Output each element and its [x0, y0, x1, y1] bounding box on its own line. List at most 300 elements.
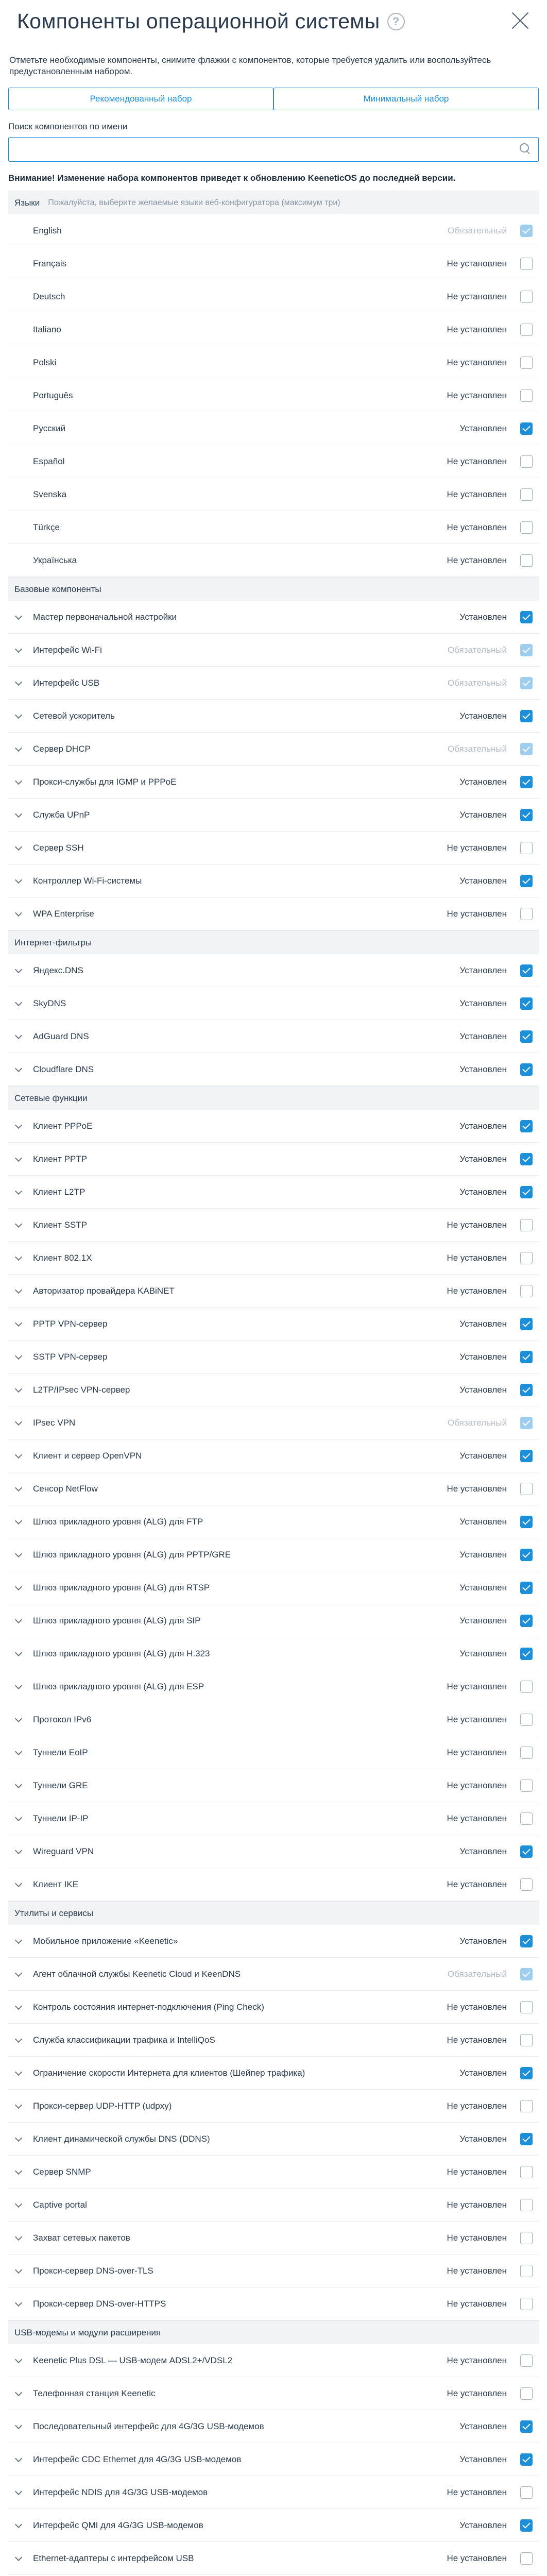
component-status: Установлен — [459, 1154, 507, 1164]
component-row[interactable] — [8, 634, 539, 667]
component-row[interactable] — [8, 2443, 539, 2476]
component-row[interactable] — [8, 832, 539, 865]
component-row[interactable] — [8, 1374, 539, 1406]
component-row[interactable] — [8, 214, 539, 247]
component-checkbox[interactable] — [520, 809, 533, 821]
component-status: Обязательный — [447, 1969, 507, 1979]
component-row[interactable] — [8, 1505, 539, 1538]
component-status: Не установлен — [447, 555, 507, 565]
component-row[interactable] — [8, 412, 539, 445]
chevron-down-icon[interactable] — [14, 2488, 23, 2497]
component-status: Не установлен — [447, 2199, 507, 2210]
component-name: Прокси-сервер DNS-over-HTTPS — [33, 2298, 166, 2309]
component-status: Не установлен — [447, 1252, 507, 1263]
component-status: Не установлен — [447, 2002, 507, 2012]
component-checkbox[interactable] — [520, 997, 533, 1010]
component-checkbox — [520, 743, 533, 755]
component-status: Не установлен — [447, 1714, 507, 1724]
update-warning: Внимание! Изменение набора компонентов приведет к обновлению KeeneticOS до последней версии. — [8, 173, 456, 183]
component-row[interactable] — [8, 2344, 539, 2377]
component-checkbox[interactable] — [520, 908, 533, 920]
component-name: Туннели GRE — [33, 1780, 88, 1790]
component-row[interactable] — [8, 1769, 539, 1802]
component-checkbox[interactable] — [520, 1549, 533, 1561]
component-row[interactable] — [8, 865, 539, 897]
component-name: Прокси-службы для IGMP и PPPoE — [33, 776, 177, 787]
intro-text: Отметьте необходимые компоненты, снимите флажки с компонентов, которые требуется удалить или воспользуйтесь предустановленным набором. — [9, 55, 491, 76]
component-row[interactable] — [8, 2255, 539, 2287]
help-icon[interactable]: ? — [387, 13, 405, 30]
component-checkbox[interactable] — [520, 1812, 533, 1825]
component-status: Установлен — [459, 776, 507, 787]
component-row[interactable] — [8, 313, 539, 346]
component-name: WPA Enterprise — [33, 908, 94, 919]
component-name: Шлюз прикладного уровня (ALG) для H.323 — [33, 1648, 210, 1658]
component-checkbox[interactable] — [520, 776, 533, 788]
chevron-down-icon[interactable] — [14, 2554, 23, 2563]
component-name: Шлюз прикладного уровня (ALG) для PPTP/GRE — [33, 1549, 231, 1560]
component-row[interactable] — [8, 2222, 539, 2255]
section-title: Утилиты и сервисы — [14, 1908, 94, 1918]
chevron-down-icon[interactable] — [14, 1254, 23, 1262]
search-label: Поиск компонентов по имени — [8, 122, 128, 131]
component-name: Français — [33, 258, 67, 268]
component-row[interactable] — [8, 511, 539, 544]
chevron-down-icon[interactable] — [14, 2455, 23, 2464]
component-name: Интерфейс CDC Ethernet для 4G/3G USB-модемов — [33, 2454, 242, 2464]
section-header — [8, 1086, 539, 1110]
component-name: Сервер SNMP — [33, 2166, 91, 2177]
component-row[interactable] — [8, 987, 539, 1020]
component-checkbox[interactable] — [520, 422, 533, 435]
chevron-down-icon[interactable] — [14, 2003, 23, 2011]
chevron-down-icon[interactable] — [14, 2300, 23, 2308]
chevron-down-icon[interactable] — [14, 1683, 23, 1691]
component-checkbox[interactable] — [520, 1714, 533, 1726]
component-checkbox[interactable] — [520, 2354, 533, 2367]
chevron-down-icon[interactable] — [14, 1188, 23, 1196]
section-header — [8, 930, 539, 954]
component-name: Последовательный интерфейс для 4G/3G USB-модемов — [33, 2421, 264, 2431]
chevron-down-icon[interactable] — [14, 1749, 23, 1757]
chevron-down-icon[interactable] — [14, 1122, 23, 1130]
component-status: Установлен — [459, 1384, 507, 1395]
component-checkbox[interactable] — [520, 1384, 533, 1396]
recommended-set-button[interactable]: Рекомендованный набор — [8, 88, 274, 110]
component-status: Установлен — [459, 998, 507, 1008]
component-row[interactable] — [8, 1703, 539, 1736]
chevron-down-icon[interactable] — [14, 1452, 23, 1460]
chevron-down-icon[interactable] — [14, 1970, 23, 1978]
component-row[interactable] — [8, 2057, 539, 2090]
component-checkbox[interactable] — [520, 2100, 533, 2112]
component-status: Не установлен — [447, 456, 507, 466]
chevron-down-icon[interactable] — [14, 1353, 23, 1361]
component-checkbox[interactable] — [520, 2265, 533, 2277]
component-checkbox[interactable] — [520, 1648, 533, 1660]
component-name: Контроль состояния интернет-подключения (Ping Check) — [33, 2002, 264, 2012]
component-status: Не установлен — [447, 1747, 507, 1757]
component-checkbox — [520, 677, 533, 689]
component-checkbox[interactable] — [520, 2001, 533, 2013]
component-name: Türkçe — [33, 522, 60, 532]
component-checkbox[interactable] — [520, 1615, 533, 1627]
component-row[interactable] — [8, 1209, 539, 1242]
component-checkbox[interactable] — [520, 324, 533, 336]
component-row[interactable] — [8, 1110, 539, 1143]
chevron-down-icon[interactable] — [14, 2102, 23, 2110]
component-checkbox[interactable] — [520, 2420, 533, 2433]
component-name: Контроллер Wi-Fi-системы — [33, 875, 142, 886]
component-name: Клиент IKE — [33, 1879, 79, 1889]
component-checkbox[interactable] — [520, 1845, 533, 1858]
chevron-down-icon[interactable] — [14, 910, 23, 918]
component-checkbox[interactable] — [520, 1063, 533, 1076]
dialog-header — [8, 0, 539, 43]
component-name: Туннели EoIP — [33, 1747, 88, 1757]
component-name: Deutsch — [33, 291, 65, 301]
component-row[interactable] — [8, 1020, 539, 1053]
component-checkbox[interactable] — [520, 1285, 533, 1297]
component-name: Шлюз прикладного уровня (ALG) для RTSP — [33, 1582, 210, 1592]
component-checkbox[interactable] — [520, 1747, 533, 1759]
component-row[interactable] — [8, 2410, 539, 2443]
component-row[interactable] — [8, 445, 539, 478]
component-status: Установлен — [459, 1031, 507, 1041]
component-name: Клиент PPPoE — [33, 1121, 93, 1131]
chevron-down-icon[interactable] — [14, 712, 23, 720]
chevron-down-icon[interactable] — [14, 1419, 23, 1427]
component-name: Шлюз прикладного уровня (ALG) для FTP — [33, 1516, 203, 1527]
component-checkbox[interactable] — [520, 258, 533, 270]
preset-buttons — [8, 88, 539, 110]
component-name: Клиент и сервер OpenVPN — [33, 1450, 142, 1461]
chevron-down-icon[interactable] — [14, 999, 23, 1008]
chevron-down-icon[interactable] — [14, 1287, 23, 1295]
chevron-down-icon[interactable] — [14, 1617, 23, 1625]
component-row[interactable] — [8, 2509, 539, 2542]
chevron-down-icon[interactable] — [14, 2168, 23, 2176]
search-field — [8, 137, 539, 162]
component-row[interactable] — [8, 1472, 539, 1505]
chevron-down-icon[interactable] — [14, 2422, 23, 2431]
component-checkbox[interactable] — [520, 1318, 533, 1330]
component-checkbox[interactable] — [520, 2387, 533, 2400]
component-checkbox[interactable] — [520, 710, 533, 722]
component-row[interactable] — [8, 733, 539, 766]
component-status: Не установлен — [447, 2100, 507, 2111]
component-row[interactable] — [8, 1868, 539, 1901]
section-title: Базовые компоненты — [14, 584, 101, 594]
component-checkbox[interactable] — [520, 1516, 533, 1528]
component-row[interactable] — [8, 1053, 539, 1086]
component-row[interactable] — [8, 379, 539, 412]
component-row[interactable] — [8, 2476, 539, 2509]
component-name: Українська — [33, 555, 77, 565]
component-status: Не установлен — [447, 324, 507, 334]
component-name: Wireguard VPN — [33, 1846, 94, 1856]
chevron-down-icon[interactable] — [14, 1221, 23, 1229]
section-title: Языки — [14, 197, 40, 208]
component-row[interactable] — [8, 1637, 539, 1670]
component-name: AdGuard DNS — [33, 1031, 89, 1041]
component-status: Установлен — [459, 1351, 507, 1362]
component-row[interactable] — [8, 1176, 539, 1209]
chevron-down-icon[interactable] — [14, 1032, 23, 1041]
chevron-down-icon[interactable] — [14, 967, 23, 975]
component-status: Не установлен — [447, 522, 507, 532]
chevron-down-icon[interactable] — [14, 1386, 23, 1394]
component-name: Яндекс.DNS — [33, 965, 83, 975]
chevron-down-icon[interactable] — [14, 778, 23, 786]
component-row[interactable] — [8, 2090, 539, 2123]
component-checkbox[interactable] — [520, 1030, 533, 1043]
component-checkbox[interactable] — [520, 357, 533, 369]
chevron-down-icon[interactable] — [14, 613, 23, 621]
component-checkbox[interactable] — [520, 1120, 533, 1132]
component-name: Телефонная станция Keenetic — [33, 2388, 156, 2398]
component-status: Установлен — [459, 1846, 507, 1856]
component-status: Не установлен — [447, 258, 507, 268]
component-checkbox[interactable] — [520, 521, 533, 534]
minimal-set-button[interactable]: Минимальный набор — [274, 88, 539, 110]
component-checkbox[interactable] — [520, 964, 533, 977]
chevron-down-icon[interactable] — [14, 2036, 23, 2044]
component-row[interactable] — [8, 1439, 539, 1472]
chevron-down-icon[interactable] — [14, 1584, 23, 1592]
component-status: Не установлен — [447, 2035, 507, 2045]
component-row[interactable] — [8, 1341, 539, 1374]
component-row[interactable] — [8, 1604, 539, 1637]
component-status: Не установлен — [447, 489, 507, 499]
component-row[interactable] — [8, 1925, 539, 1958]
chevron-down-icon[interactable] — [14, 2234, 23, 2242]
component-row[interactable] — [8, 954, 539, 987]
chevron-down-icon[interactable] — [14, 877, 23, 885]
component-status: Установлен — [459, 965, 507, 975]
component-row[interactable] — [8, 2024, 539, 2057]
component-row[interactable] — [8, 544, 539, 577]
component-status: Установлен — [459, 423, 507, 433]
component-status: Не установлен — [447, 2388, 507, 2398]
close-icon[interactable] — [510, 10, 531, 31]
chevron-down-icon[interactable] — [14, 811, 23, 819]
component-status: Не установлен — [447, 908, 507, 919]
component-name: SSTP VPN-сервер — [33, 1351, 108, 1362]
component-checkbox[interactable] — [520, 1186, 533, 1198]
component-checkbox[interactable] — [520, 1450, 533, 1462]
component-checkbox[interactable] — [520, 2166, 533, 2178]
chevron-down-icon[interactable] — [14, 1782, 23, 1790]
component-row[interactable] — [8, 1958, 539, 1991]
chevron-down-icon[interactable] — [14, 1485, 23, 1493]
component-row[interactable] — [8, 1143, 539, 1176]
component-checkbox[interactable] — [520, 1582, 533, 1594]
component-checkbox[interactable] — [520, 1219, 533, 1231]
component-status: Установлен — [459, 1318, 507, 1329]
search-input[interactable] — [9, 138, 538, 161]
chevron-down-icon[interactable] — [14, 2389, 23, 2398]
component-name: Ethernet-адаптеры с интерфейсом USB — [33, 2553, 194, 2563]
chevron-down-icon[interactable] — [14, 1320, 23, 1328]
component-row[interactable] — [8, 1736, 539, 1769]
component-status: Установлен — [459, 809, 507, 820]
component-name: Клиент PPTP — [33, 1154, 88, 1164]
chevron-down-icon[interactable] — [14, 1551, 23, 1559]
component-checkbox[interactable] — [520, 1878, 533, 1891]
section-hint: Пожалуйста, выберите желаемые языки веб-конфигуратора (максимум три) — [48, 198, 340, 207]
section-title: Интернет-фильтры — [14, 937, 92, 947]
component-row[interactable] — [8, 2156, 539, 2189]
component-checkbox[interactable] — [520, 842, 533, 854]
component-name: Прокси-сервер UDP-HTTP (udpxy) — [33, 2100, 172, 2111]
component-status: Установлен — [459, 2454, 507, 2464]
component-name: English — [33, 225, 62, 235]
component-row[interactable] — [8, 1991, 539, 2024]
component-row[interactable] — [8, 1835, 539, 1868]
component-row[interactable] — [8, 2377, 539, 2410]
component-row[interactable] — [8, 346, 539, 379]
component-row[interactable] — [8, 897, 539, 930]
component-name: Сенсор NetFlow — [33, 1483, 98, 1494]
component-row[interactable] — [8, 2189, 539, 2222]
component-status: Не установлен — [447, 291, 507, 301]
chevron-down-icon[interactable] — [14, 2357, 23, 2365]
chevron-down-icon[interactable] — [14, 1716, 23, 1724]
component-row[interactable] — [8, 601, 539, 634]
component-name: Захват сетевых пакетов — [33, 2232, 130, 2243]
component-name: PPTP VPN-сервер — [33, 1318, 108, 1329]
component-name: Сетевой ускоритель — [33, 710, 115, 721]
component-row[interactable] — [8, 1538, 539, 1571]
component-row[interactable] — [8, 1802, 539, 1835]
section-header — [8, 2320, 539, 2344]
component-name: Сервер SSH — [33, 842, 84, 853]
component-status: Обязательный — [447, 225, 507, 235]
chevron-down-icon[interactable] — [14, 1848, 23, 1856]
component-row[interactable] — [8, 2123, 539, 2156]
component-status: Обязательный — [447, 743, 507, 754]
component-checkbox[interactable] — [520, 2552, 533, 2565]
component-checkbox[interactable] — [520, 2298, 533, 2310]
chevron-down-icon[interactable] — [14, 1155, 23, 1163]
component-name: Интерфейс NDIS для 4G/3G USB-модемов — [33, 2487, 208, 2497]
component-row[interactable] — [8, 700, 539, 733]
component-checkbox[interactable] — [520, 2486, 533, 2499]
component-checkbox[interactable] — [520, 554, 533, 567]
component-row[interactable] — [8, 1670, 539, 1703]
section-title: Сетевые функции — [14, 1093, 88, 1103]
component-row[interactable] — [8, 667, 539, 700]
component-status: Не установлен — [447, 2166, 507, 2177]
component-checkbox[interactable] — [520, 2519, 533, 2532]
component-status: Не установлен — [447, 1780, 507, 1790]
component-name: Captive portal — [33, 2199, 87, 2210]
component-row[interactable] — [8, 1406, 539, 1439]
component-status: Установлен — [459, 1516, 507, 1527]
component-sections — [8, 191, 539, 2576]
component-status: Не установлен — [447, 2487, 507, 2497]
component-status: Не установлен — [447, 2355, 507, 2365]
chevron-down-icon[interactable] — [14, 1065, 23, 1074]
chevron-down-icon[interactable] — [14, 679, 23, 687]
component-row[interactable] — [8, 1275, 539, 1308]
chevron-down-icon[interactable] — [14, 1937, 23, 1945]
chevron-down-icon[interactable] — [14, 2069, 23, 2077]
chevron-down-icon[interactable] — [14, 1518, 23, 1526]
component-checkbox[interactable] — [520, 611, 533, 623]
component-status: Не установлен — [447, 2553, 507, 2563]
component-status: Установлен — [459, 1549, 507, 1560]
component-checkbox[interactable] — [520, 291, 533, 303]
component-status: Не установлен — [447, 2232, 507, 2243]
component-checkbox[interactable] — [520, 1483, 533, 1495]
component-name: Ограничение скорости Интернета для клиентов (Шейпер трафика) — [33, 2067, 305, 2078]
component-checkbox[interactable] — [520, 2199, 533, 2211]
component-name: Агент облачной службы Keenetic Cloud и KeenDNS — [33, 1969, 241, 1979]
component-status: Не установлен — [447, 390, 507, 400]
component-name: Клиент L2TP — [33, 1187, 86, 1197]
chevron-down-icon[interactable] — [14, 2135, 23, 2143]
component-name: Прокси-сервер DNS-over-TLS — [33, 2265, 153, 2276]
component-checkbox[interactable] — [520, 1252, 533, 1264]
section-header — [8, 577, 539, 601]
component-row[interactable] — [8, 1571, 539, 1604]
component-name: Español — [33, 456, 65, 466]
chevron-down-icon[interactable] — [14, 1880, 23, 1889]
component-name: Клиент SSTP — [33, 1219, 88, 1230]
component-status: Не установлен — [447, 2298, 507, 2309]
chevron-down-icon[interactable] — [14, 844, 23, 852]
component-row[interactable] — [8, 1242, 539, 1275]
component-row[interactable] — [8, 478, 539, 511]
component-row[interactable] — [8, 1308, 539, 1341]
component-checkbox[interactable] — [520, 2232, 533, 2244]
chevron-down-icon[interactable] — [14, 2267, 23, 2275]
component-checkbox[interactable] — [520, 1681, 533, 1693]
chevron-down-icon[interactable] — [14, 646, 23, 654]
chevron-down-icon[interactable] — [14, 1815, 23, 1823]
component-status: Установлен — [459, 875, 507, 886]
component-checkbox[interactable] — [520, 1153, 533, 1165]
chevron-down-icon[interactable] — [14, 2201, 23, 2209]
component-checkbox[interactable] — [520, 2067, 533, 2079]
component-checkbox[interactable] — [520, 1935, 533, 1947]
component-status: Установлен — [459, 1450, 507, 1461]
chevron-down-icon[interactable] — [14, 2521, 23, 2530]
component-checkbox[interactable] — [520, 2133, 533, 2145]
component-row[interactable] — [8, 2287, 539, 2320]
component-row[interactable] — [8, 280, 539, 313]
component-checkbox[interactable] — [520, 875, 533, 887]
component-status: Не установлен — [447, 1285, 507, 1296]
component-row[interactable] — [8, 247, 539, 280]
component-checkbox[interactable] — [520, 389, 533, 402]
component-checkbox[interactable] — [520, 1780, 533, 1792]
component-row[interactable] — [8, 766, 539, 799]
component-checkbox[interactable] — [520, 2034, 533, 2046]
component-checkbox[interactable] — [520, 455, 533, 468]
component-checkbox[interactable] — [520, 2453, 533, 2466]
component-checkbox[interactable] — [520, 488, 533, 501]
component-status: Не установлен — [447, 1879, 507, 1889]
chevron-down-icon[interactable] — [14, 1650, 23, 1658]
component-row[interactable] — [8, 2542, 539, 2575]
component-row[interactable] — [8, 799, 539, 832]
component-status: Установлен — [459, 710, 507, 721]
chevron-down-icon[interactable] — [14, 745, 23, 753]
component-checkbox[interactable] — [520, 1351, 533, 1363]
